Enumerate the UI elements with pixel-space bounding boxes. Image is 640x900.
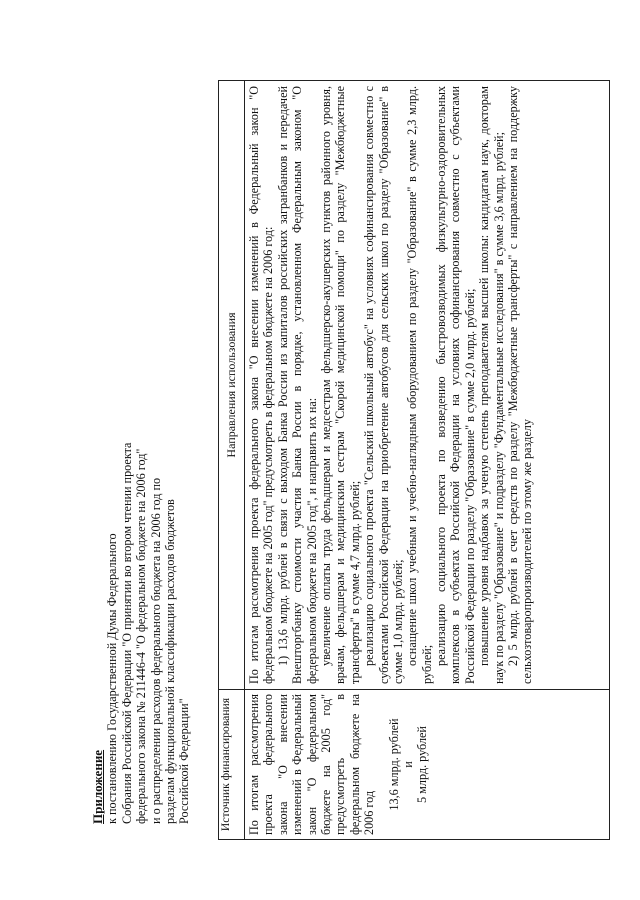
header-line: и о распределении расходов федерального бюджета на 2006 год по	[148, 477, 163, 824]
header-line: разделам функциональной классификации расходов бюджетов	[162, 499, 177, 824]
amount-1: 13,6 млрд. рублей	[386, 718, 401, 811]
appendix-header	[90, 204, 192, 824]
column-header-directions: Направления использования	[224, 312, 238, 458]
column-header-source: Источник финансирования	[219, 689, 244, 839]
header-line: к постановлению Государственной Думы Федерального	[105, 533, 120, 824]
paragraph: оснащение школ учебным и учебно-наглядным оборудованием по разделу "Образование" в сумме 2,3 млрд. рублей;	[405, 86, 434, 684]
paragraph: По итогам рассмотрения проекта федерального закона "О внесении изменений в Федеральный закон "О федеральном бюджете на 2005 год" предусмотреть в федеральном бюджете на 2006 год:	[247, 86, 276, 684]
directions-cell	[245, 81, 609, 689]
paragraph: реализацию социального проекта "Сельский школьный автобус" на условиях софинансирования совместно с субъектами Российской Федерации на приобретение автобусов для сельских школ по разделу "Образование" в сумме 1,0 млрд. рублей;	[362, 86, 405, 684]
header-line: Собрания Российской Федерации "О принятии во втором чтении проекта	[119, 442, 134, 824]
paragraph: реализацию социального проекта по возведению быстровозводимых физкультурно-оздоровительных комплексов в субъектах Российской Федерации на условиях софинансирования совместно с субъектами Российской Федерации по разделу "Образование" в сумме 2,0 млрд. рублей;	[434, 86, 477, 684]
paragraph: 1) 13,6 млрд. рублей в связи с выходом Банка России из капиталов российских загранбанков и передачей Внешторгбанку стоимости участия Банка России в порядке, установленном Федеральным законом "О федеральном бюджете на 2005 год", и направить их на:	[275, 86, 319, 684]
paragraph: увеличение оплаты труда фельдшерам и медсестрам фельдшерско-акушерских пунктов районного уровня, врачам, фельдшерам и медицинским сестрам "Скорой медицинской помощи" по разделу "Межбюджетные трансферты" в сумме 4,7 млрд. рублей;	[318, 86, 362, 684]
source-cell	[245, 689, 609, 839]
header-line: федерального закона № 211446-4 "О федеральном бюджете на 2006 год"	[134, 448, 149, 824]
amount-and: и	[400, 761, 415, 768]
rotated-sheet	[90, 80, 610, 840]
table-header-row	[219, 81, 245, 839]
source-text: По итогам рассмотрения проекта федерального закона "О внесении изменений в Федеральный закон "О федеральном бюджете на 2005 год" предусмотреть в федеральном бюджете на 2006 год	[247, 694, 377, 835]
paragraph: повышение уровня надбавок за ученую степень преподавателям высшей школы: кандидатам наук, докторам наук по разделу "Образование" и подразделу "Фундаментальные исследования" в сумме 3,6 млрд. рублей;	[477, 86, 506, 684]
appendix-title: Приложение	[90, 749, 105, 824]
header-line: Российской Федерации"	[177, 698, 192, 824]
amount-2: 5 млрд. рублей	[415, 726, 430, 803]
paragraph: 2) 5 млрд. рублей в счет средств по разделу "Межбюджетные трансферты" с направлением на поддержку сельхозтоваропроизводителей по этому же разделу	[506, 86, 535, 684]
funding-table	[218, 80, 610, 840]
